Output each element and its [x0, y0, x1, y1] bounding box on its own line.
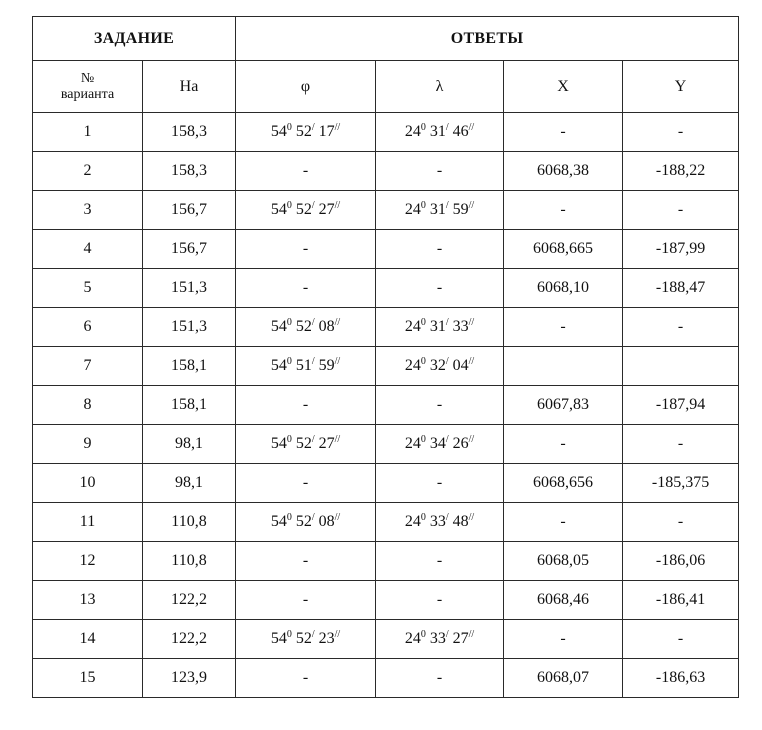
- lambda-cell: -: [376, 464, 504, 503]
- lambda-cell: [376, 113, 504, 152]
- lambda-deg: 24: [404, 318, 421, 335]
- phi-deg: 54: [270, 435, 287, 452]
- table-row: [33, 542, 739, 581]
- x-cell: -: [504, 308, 623, 347]
- lambda-header: λ: [376, 61, 504, 113]
- ha-cell: 122,2: [143, 620, 236, 659]
- lambda-deg-mark: 0: [420, 317, 426, 328]
- x-cell: -: [504, 620, 623, 659]
- ha-cell: 158,1: [143, 347, 236, 386]
- phi-sec: 17: [314, 123, 335, 140]
- phi-deg-mark: 0: [286, 122, 292, 133]
- table-row: [33, 425, 739, 464]
- y-cell: -186,06: [623, 542, 739, 581]
- x-cell: -: [504, 425, 623, 464]
- answers-header: ОТВЕТЫ: [236, 17, 739, 61]
- y-cell: -187,99: [623, 230, 739, 269]
- phi-min-mark: /: [311, 512, 315, 523]
- phi-cell: [236, 620, 376, 659]
- ha-cell: 151,3: [143, 308, 236, 347]
- lambda-deg: 24: [404, 123, 421, 140]
- y-cell: [623, 347, 739, 386]
- table-row: [33, 191, 739, 230]
- lambda-sec: 26: [448, 435, 469, 452]
- y-cell: -188,22: [623, 152, 739, 191]
- x-cell: 6068,656: [504, 464, 623, 503]
- table-row: [33, 464, 739, 503]
- lambda-deg: 24: [404, 435, 421, 452]
- lambda-deg-mark: 0: [420, 122, 426, 133]
- table-row: [33, 386, 739, 425]
- phi-cell: -: [236, 542, 376, 581]
- lambda-sec-mark: //: [468, 512, 475, 523]
- x-header: X: [504, 61, 623, 113]
- ha-cell: 156,7: [143, 191, 236, 230]
- phi-min: 51: [291, 357, 312, 374]
- x-cell: 6068,38: [504, 152, 623, 191]
- table-row: [33, 269, 739, 308]
- lambda-sec: 04: [448, 357, 469, 374]
- phi-min: 52: [291, 513, 312, 530]
- lambda-deg-mark: 0: [420, 434, 426, 445]
- phi-deg: 54: [270, 630, 287, 647]
- header-row-groups: [33, 17, 739, 61]
- x-cell: 6068,10: [504, 269, 623, 308]
- variant-cell: 12: [33, 542, 143, 581]
- table-row: [33, 308, 739, 347]
- phi-min-mark: /: [311, 434, 315, 445]
- phi-min-mark: /: [311, 629, 315, 640]
- x-cell: 6067,83: [504, 386, 623, 425]
- y-cell: -: [623, 425, 739, 464]
- variant-cell: 2: [33, 152, 143, 191]
- answers-table: [32, 16, 739, 698]
- phi-min: 52: [291, 201, 312, 218]
- lambda-cell: [376, 620, 504, 659]
- lambda-sec: 59: [448, 201, 469, 218]
- phi-cell: -: [236, 152, 376, 191]
- lambda-deg-mark: 0: [420, 512, 426, 523]
- variant-cell: 8: [33, 386, 143, 425]
- y-cell: -186,63: [623, 659, 739, 698]
- lambda-cell: -: [376, 230, 504, 269]
- table-row: [33, 503, 739, 542]
- lambda-deg: 24: [404, 630, 421, 647]
- lambda-min: 31: [425, 318, 446, 335]
- phi-deg-mark: 0: [286, 434, 292, 445]
- y-cell: -185,375: [623, 464, 739, 503]
- lambda-min-mark: /: [445, 629, 449, 640]
- lambda-cell: -: [376, 581, 504, 620]
- variant-number-header: [33, 61, 143, 113]
- phi-deg: 54: [270, 318, 287, 335]
- variant-cell: 7: [33, 347, 143, 386]
- phi-sec: 23: [314, 630, 335, 647]
- lambda-min-mark: /: [445, 317, 449, 328]
- y-cell: -: [623, 308, 739, 347]
- phi-cell: -: [236, 386, 376, 425]
- phi-deg: 54: [270, 201, 287, 218]
- phi-cell: [236, 308, 376, 347]
- lambda-cell: [376, 503, 504, 542]
- lambda-sec: 48: [448, 513, 469, 530]
- variant-cell: 14: [33, 620, 143, 659]
- lambda-cell: -: [376, 152, 504, 191]
- lambda-min: 34: [425, 435, 446, 452]
- variant-cell: 5: [33, 269, 143, 308]
- phi-sec-mark: //: [334, 434, 341, 445]
- lambda-cell: -: [376, 659, 504, 698]
- phi-sec-mark: //: [334, 122, 341, 133]
- variant-cell: 11: [33, 503, 143, 542]
- y-cell: -187,94: [623, 386, 739, 425]
- phi-deg: 54: [270, 357, 287, 374]
- phi-cell: -: [236, 269, 376, 308]
- phi-cell: -: [236, 464, 376, 503]
- table-body: [33, 113, 739, 698]
- phi-sec: 59: [314, 357, 335, 374]
- phi-sec-mark: //: [334, 356, 341, 367]
- lambda-cell: [376, 425, 504, 464]
- ha-cell: 156,7: [143, 230, 236, 269]
- lambda-deg: 24: [404, 357, 421, 374]
- lambda-deg-mark: 0: [420, 200, 426, 211]
- y-cell: -: [623, 620, 739, 659]
- variant-number-sign: №: [80, 70, 95, 86]
- table-row: [33, 659, 739, 698]
- y-cell: -: [623, 191, 739, 230]
- phi-sec-mark: //: [334, 629, 341, 640]
- ha-cell: 158,3: [143, 113, 236, 152]
- lambda-min-mark: /: [445, 356, 449, 367]
- lambda-cell: [376, 191, 504, 230]
- y-cell: -: [623, 503, 739, 542]
- y-header: Y: [623, 61, 739, 113]
- lambda-sec: 46: [448, 123, 469, 140]
- table-row: [33, 581, 739, 620]
- phi-cell: [236, 425, 376, 464]
- x-cell: 6068,665: [504, 230, 623, 269]
- variant-word: варианта: [60, 86, 115, 102]
- lambda-sec-mark: //: [468, 317, 475, 328]
- lambda-min: 33: [425, 630, 446, 647]
- x-cell: -: [504, 113, 623, 152]
- phi-deg-mark: 0: [286, 629, 292, 640]
- y-cell: -186,41: [623, 581, 739, 620]
- phi-sec: 08: [314, 513, 335, 530]
- x-cell: 6068,05: [504, 542, 623, 581]
- lambda-cell: -: [376, 386, 504, 425]
- phi-min-mark: /: [311, 122, 315, 133]
- phi-sec: 08: [314, 318, 335, 335]
- lambda-sec-mark: //: [468, 122, 475, 133]
- phi-cell: -: [236, 581, 376, 620]
- ha-cell: 158,3: [143, 152, 236, 191]
- variant-cell: 4: [33, 230, 143, 269]
- header-row-columns: [33, 61, 739, 113]
- phi-cell: [236, 503, 376, 542]
- ha-cell: 98,1: [143, 425, 236, 464]
- variant-cell: 10: [33, 464, 143, 503]
- task-header: ЗАДАНИЕ: [33, 17, 236, 61]
- phi-deg-mark: 0: [286, 317, 292, 328]
- phi-deg-mark: 0: [286, 356, 292, 367]
- lambda-min-mark: /: [445, 200, 449, 211]
- phi-cell: -: [236, 659, 376, 698]
- x-cell: -: [504, 503, 623, 542]
- phi-deg: 54: [270, 513, 287, 530]
- ha-cell: 98,1: [143, 464, 236, 503]
- ha-cell: 123,9: [143, 659, 236, 698]
- variant-cell: 3: [33, 191, 143, 230]
- lambda-min: 33: [425, 513, 446, 530]
- variant-cell: 13: [33, 581, 143, 620]
- lambda-cell: -: [376, 542, 504, 581]
- lambda-min-mark: /: [445, 434, 449, 445]
- phi-min: 52: [291, 435, 312, 452]
- x-cell: [504, 347, 623, 386]
- phi-deg-mark: 0: [286, 512, 292, 523]
- phi-deg-mark: 0: [286, 200, 292, 211]
- phi-min-mark: /: [311, 317, 315, 328]
- lambda-min: 31: [425, 201, 446, 218]
- lambda-deg: 24: [404, 201, 421, 218]
- phi-cell: [236, 347, 376, 386]
- variant-cell: 15: [33, 659, 143, 698]
- x-cell: 6068,46: [504, 581, 623, 620]
- phi-deg: 54: [270, 123, 287, 140]
- ha-header: На: [143, 61, 236, 113]
- phi-sec-mark: //: [334, 317, 341, 328]
- lambda-min: 31: [425, 123, 446, 140]
- phi-min: 52: [291, 630, 312, 647]
- lambda-min: 32: [425, 357, 446, 374]
- lambda-min-mark: /: [445, 122, 449, 133]
- phi-header: φ: [236, 61, 376, 113]
- lambda-cell: -: [376, 269, 504, 308]
- lambda-deg: 24: [404, 513, 421, 530]
- lambda-deg-mark: 0: [420, 356, 426, 367]
- table-row: [33, 113, 739, 152]
- phi-sec: 27: [314, 435, 335, 452]
- phi-min: 52: [291, 123, 312, 140]
- phi-sec-mark: //: [334, 512, 341, 523]
- ha-cell: 122,2: [143, 581, 236, 620]
- lambda-sec-mark: //: [468, 200, 475, 211]
- lambda-deg-mark: 0: [420, 629, 426, 640]
- lambda-sec-mark: //: [468, 434, 475, 445]
- variant-cell: 9: [33, 425, 143, 464]
- y-cell: -: [623, 113, 739, 152]
- phi-cell: [236, 113, 376, 152]
- lambda-min-mark: /: [445, 512, 449, 523]
- table-row: [33, 152, 739, 191]
- phi-cell: [236, 191, 376, 230]
- x-cell: -: [504, 191, 623, 230]
- ha-cell: 151,3: [143, 269, 236, 308]
- lambda-sec-mark: //: [468, 356, 475, 367]
- y-cell: -188,47: [623, 269, 739, 308]
- phi-cell: -: [236, 230, 376, 269]
- phi-sec-mark: //: [334, 200, 341, 211]
- lambda-cell: [376, 347, 504, 386]
- x-cell: 6068,07: [504, 659, 623, 698]
- lambda-sec-mark: //: [468, 629, 475, 640]
- phi-min-mark: /: [311, 200, 315, 211]
- variant-cell: 1: [33, 113, 143, 152]
- table-row: [33, 230, 739, 269]
- lambda-sec: 27: [448, 630, 469, 647]
- variant-cell: 6: [33, 308, 143, 347]
- lambda-cell: [376, 308, 504, 347]
- ha-cell: 158,1: [143, 386, 236, 425]
- lambda-sec: 33: [448, 318, 469, 335]
- phi-min-mark: /: [311, 356, 315, 367]
- phi-min: 52: [291, 318, 312, 335]
- table-row: [33, 620, 739, 659]
- table-row: [33, 347, 739, 386]
- ha-cell: 110,8: [143, 542, 236, 581]
- ha-cell: 110,8: [143, 503, 236, 542]
- phi-sec: 27: [314, 201, 335, 218]
